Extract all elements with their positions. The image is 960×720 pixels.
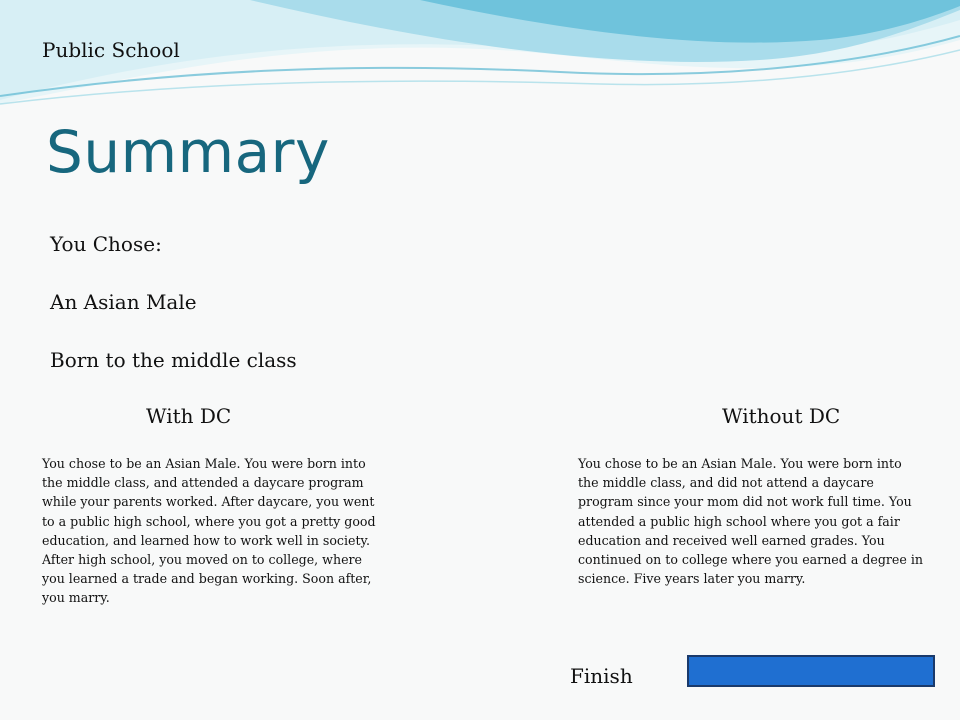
- without-dc-story: You chose to be an Asian Male. You were born into the middle class, and did not attend a daycare program since your mom did not work full time. You attended a public high school where you got a fair education and received well earned grades. You continued on to college where you earned a degree in science. Five years later you marry.: [578, 456, 923, 587]
- chosen-class: Born to the middle class: [50, 348, 297, 372]
- with-dc-story: You chose to be an Asian Male. You were born into the middle class, and attended a daycare program while your parents worked. After daycare, you went to a public high school, where you got a pretty good education, and learned how to work well in society. After high school, you moved on to college, where you learned a trade and began working. Soon after, you marry.: [42, 456, 376, 606]
- finish-button[interactable]: [687, 655, 935, 687]
- you-chose-label: You Chose:: [50, 232, 162, 256]
- page-title: Summary: [46, 118, 330, 186]
- school-type-label: Public School: [42, 38, 180, 62]
- without-dc-heading: Without DC: [722, 404, 841, 428]
- finish-label: Finish: [570, 664, 633, 688]
- chosen-person: An Asian Male: [50, 290, 197, 314]
- with-dc-heading: With DC: [146, 404, 232, 428]
